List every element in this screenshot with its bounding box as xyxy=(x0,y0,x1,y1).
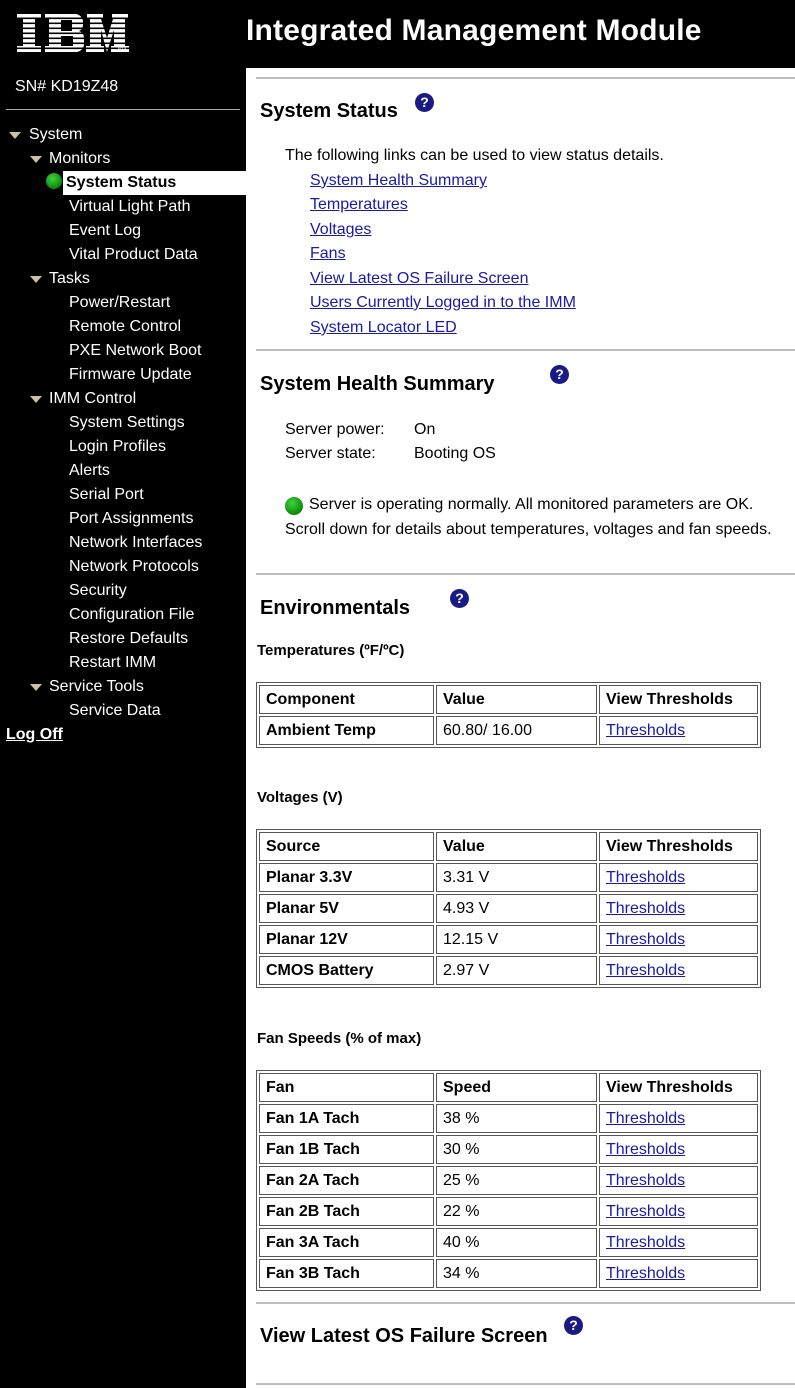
sidebar-item-network-protocols[interactable]: Network Protocols xyxy=(69,558,199,575)
column-header: Value xyxy=(436,832,597,861)
thresholds-link[interactable]: Thresholds xyxy=(606,1140,686,1158)
expand-triangle-icon[interactable] xyxy=(9,132,21,139)
system-status-title: System Status xyxy=(260,100,398,122)
thresholds-link[interactable]: Thresholds xyxy=(606,899,686,917)
fan-speeds-heading: Fan Speeds (% of max) xyxy=(257,1030,422,1047)
voltage-source: Planar 12V xyxy=(259,925,434,954)
section-divider xyxy=(256,1302,795,1304)
threshold-cell xyxy=(599,1166,758,1195)
sidebar-item-tasks[interactable]: Tasks xyxy=(49,270,90,287)
os-failure-title: View Latest OS Failure Screen xyxy=(260,1325,548,1347)
thresholds-link[interactable]: Thresholds xyxy=(606,930,686,948)
sidebar-item-vital-product-data[interactable]: Vital Product Data xyxy=(69,246,198,263)
link-os-failure-screen[interactable]: View Latest OS Failure Screen xyxy=(310,270,529,287)
section-divider xyxy=(256,77,795,79)
threshold-cell xyxy=(599,1228,758,1257)
column-header: View Thresholds xyxy=(599,1073,758,1102)
sidebar-item-system-settings[interactable]: System Settings xyxy=(69,414,185,431)
sidebar-item-system[interactable]: System xyxy=(29,126,83,143)
sidebar-item-firmware-update[interactable]: Firmware Update xyxy=(69,366,192,383)
voltage-source: CMOS Battery xyxy=(259,956,434,985)
sidebar-item-virtual-light-path[interactable]: Virtual Light Path xyxy=(69,198,191,215)
link-voltages[interactable]: Voltages xyxy=(310,221,372,238)
voltage-value: 12.15 V xyxy=(436,925,597,954)
fan-speed: 34 % xyxy=(436,1259,597,1288)
thresholds-link[interactable]: Thresholds xyxy=(606,868,686,886)
fan-speed: 25 % xyxy=(436,1166,597,1195)
fan-speed: 38 % xyxy=(436,1104,597,1133)
table-row xyxy=(259,1166,758,1195)
table-row xyxy=(259,1259,758,1288)
table-row xyxy=(259,894,758,923)
sidebar-item-restore-defaults[interactable]: Restore Defaults xyxy=(69,630,189,647)
sidebar-item-service-data[interactable]: Service Data xyxy=(69,702,161,719)
expand-triangle-icon[interactable] xyxy=(30,156,42,163)
voltage-value: 2.97 V xyxy=(436,956,597,985)
sidebar-item-restart-imm[interactable]: Restart IMM xyxy=(69,654,157,671)
fan-name: Fan 3B Tach xyxy=(259,1259,434,1288)
table-header-row xyxy=(259,832,758,861)
fan-speed: 22 % xyxy=(436,1197,597,1226)
sidebar-item-port-assignments[interactable]: Port Assignments xyxy=(69,510,194,527)
thresholds-link[interactable]: Thresholds xyxy=(606,1109,686,1127)
app-title: Integrated Management Module xyxy=(246,14,702,47)
threshold-cell xyxy=(599,863,758,892)
threshold-cell xyxy=(599,716,758,745)
link-fans[interactable]: Fans xyxy=(310,245,346,262)
voltages-heading: Voltages (V) xyxy=(257,789,343,806)
sidebar-item-network-interfaces[interactable]: Network Interfaces xyxy=(69,534,203,551)
thresholds-link[interactable]: Thresholds xyxy=(606,1264,686,1282)
sidebar-item-power-restart[interactable]: Power/Restart xyxy=(69,294,171,311)
status-intro-text: The following links can be used to view status details. xyxy=(285,147,664,164)
expand-triangle-icon[interactable] xyxy=(30,684,42,691)
help-icon[interactable]: ? xyxy=(415,93,434,112)
sidebar-item-system-status[interactable]: System Status xyxy=(63,171,246,195)
expand-triangle-icon[interactable] xyxy=(30,396,42,403)
section-divider xyxy=(256,1383,795,1385)
ibm-logo xyxy=(15,14,130,56)
sidebar-item-event-log[interactable]: Event Log xyxy=(69,222,142,239)
voltage-value: 4.93 V xyxy=(436,894,597,923)
fan-speed: 40 % xyxy=(436,1228,597,1257)
threshold-cell xyxy=(599,1197,758,1226)
thresholds-link[interactable]: Thresholds xyxy=(606,961,686,979)
environmentals-title: Environmentals xyxy=(260,597,411,619)
table-row xyxy=(259,716,758,745)
threshold-cell xyxy=(599,1259,758,1288)
fan-name: Fan 3A Tach xyxy=(259,1228,434,1257)
fan-name: Fan 1B Tach xyxy=(259,1135,434,1164)
sidebar-item-pxe-network-boot[interactable]: PXE Network Boot xyxy=(69,342,202,359)
link-temperatures[interactable]: Temperatures xyxy=(310,196,408,213)
sidebar-item-security[interactable]: Security xyxy=(69,582,127,599)
server-power-value: On xyxy=(414,421,436,438)
column-header: Fan xyxy=(259,1073,434,1102)
sidebar-item-login-profiles[interactable]: Login Profiles xyxy=(69,438,166,455)
scroll-note: Scroll down for details about temperatures, voltages and fan speeds. xyxy=(285,521,772,538)
threshold-cell xyxy=(599,894,758,923)
fan-name: Fan 2A Tach xyxy=(259,1166,434,1195)
thresholds-link[interactable]: Thresholds xyxy=(606,1171,686,1189)
table-row xyxy=(259,1197,758,1226)
sidebar-item-serial-port[interactable]: Serial Port xyxy=(69,486,144,503)
table-row xyxy=(259,956,758,985)
column-header: View Thresholds xyxy=(599,685,758,714)
help-icon[interactable]: ? xyxy=(450,589,469,608)
thresholds-link[interactable]: Thresholds xyxy=(606,1233,686,1251)
table-header-row xyxy=(259,685,758,714)
column-header: View Thresholds xyxy=(599,832,758,861)
status-ok-icon xyxy=(46,173,62,189)
sidebar-nav xyxy=(0,68,246,1388)
sidebar-item-monitors[interactable]: Monitors xyxy=(49,150,111,167)
thresholds-link[interactable]: Thresholds xyxy=(606,721,686,739)
voltage-value: 3.31 V xyxy=(436,863,597,892)
column-header: Value xyxy=(436,685,597,714)
thresholds-link[interactable]: Thresholds xyxy=(606,1202,686,1220)
link-system-locator-led[interactable]: System Locator LED xyxy=(310,319,457,336)
expand-triangle-icon[interactable] xyxy=(30,276,42,283)
health-summary-title: System Health Summary xyxy=(260,373,495,395)
table-row xyxy=(259,863,758,892)
sidebar-item-alerts[interactable]: Alerts xyxy=(69,462,110,479)
threshold-cell xyxy=(599,1104,758,1133)
fan-name: Fan 1A Tach xyxy=(259,1104,434,1133)
health-message: Server is operating normally. All monitored parameters are OK. xyxy=(309,496,754,513)
sidebar-item-service-tools[interactable]: Service Tools xyxy=(49,678,144,695)
sidebar-item-configuration-file[interactable]: Configuration File xyxy=(69,606,195,623)
voltages-table xyxy=(256,829,761,988)
table-row xyxy=(259,1135,758,1164)
table-row xyxy=(259,925,758,954)
svg-text:R: R xyxy=(120,45,124,51)
server-state-value: Booting OS xyxy=(414,445,496,462)
help-icon[interactable]: ? xyxy=(550,365,569,384)
table-row xyxy=(259,1228,758,1257)
column-header: Component xyxy=(259,685,434,714)
server-state-label: Server state: xyxy=(285,445,376,462)
column-header: Speed xyxy=(436,1073,597,1102)
voltage-source: Planar 3.3V xyxy=(259,863,434,892)
temperatures-table xyxy=(256,682,761,748)
threshold-cell xyxy=(599,956,758,985)
status-ok-icon xyxy=(285,497,303,515)
section-divider xyxy=(256,573,795,575)
help-icon[interactable]: ? xyxy=(564,1316,583,1335)
voltage-source: Planar 5V xyxy=(259,894,434,923)
fan-name: Fan 2B Tach xyxy=(259,1197,434,1226)
table-row xyxy=(259,1104,758,1133)
component-value: 60.80/ 16.00 xyxy=(436,716,597,745)
threshold-cell xyxy=(599,1135,758,1164)
component-name: Ambient Temp xyxy=(259,716,434,745)
server-power-label: Server power: xyxy=(285,421,385,438)
serial-number: SN# KD19Z48 xyxy=(15,78,119,95)
logoff-link[interactable]: Log Off xyxy=(6,726,63,743)
sidebar-item-imm-control[interactable]: IMM Control xyxy=(49,390,137,407)
temperatures-heading: Temperatures (ºF/ºC) xyxy=(257,642,405,659)
table-header-row xyxy=(259,1073,758,1102)
fan-speeds-table xyxy=(256,1070,761,1291)
header-bar xyxy=(0,0,795,68)
section-divider xyxy=(256,349,795,351)
sidebar-item-remote-control[interactable]: Remote Control xyxy=(69,318,182,335)
link-users-logged-in[interactable]: Users Currently Logged in to the IMM xyxy=(310,294,576,311)
threshold-cell xyxy=(599,925,758,954)
link-system-health-summary[interactable]: System Health Summary xyxy=(310,172,487,189)
sidebar-divider xyxy=(6,109,240,110)
fan-speed: 30 % xyxy=(436,1135,597,1164)
column-header: Source xyxy=(259,832,434,861)
